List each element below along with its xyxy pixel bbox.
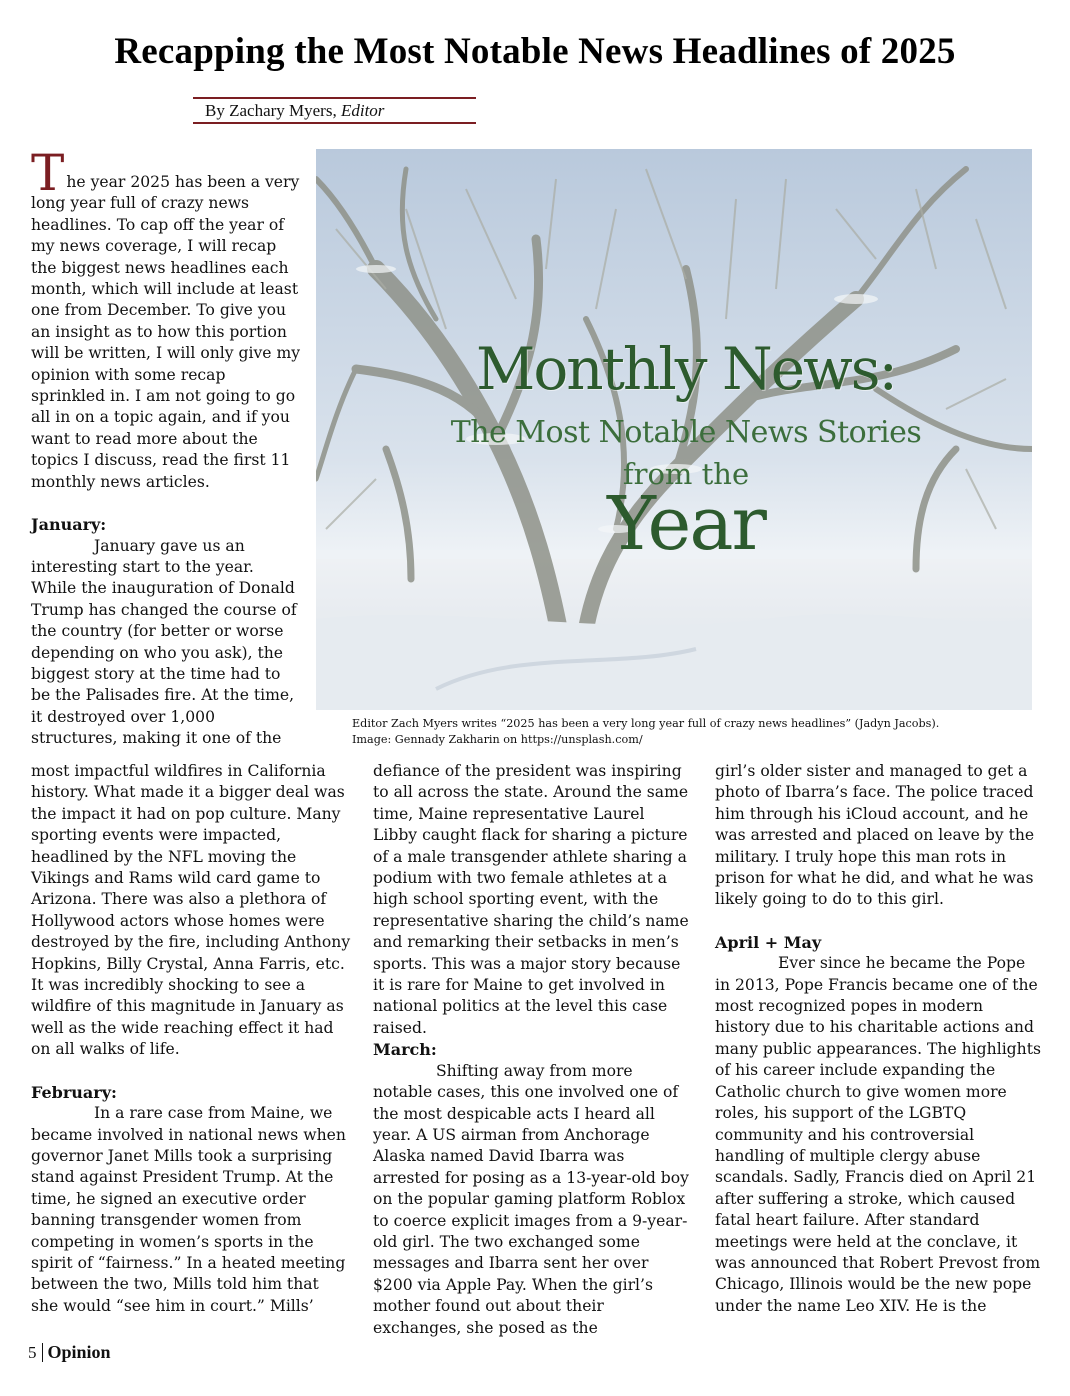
- intro-column: [31, 144, 301, 750]
- january-paragraph-1: January gave us an interesting start to the year. While the inauguration of Donald Trump has changed the course of the country (for better or worse depending on who you ask), the biggest story at the time had to be the Palisades fire. At the time, it destroyed over 1,000 structures, making it one of the: [31, 536, 297, 748]
- january-heading: January:: [31, 515, 107, 535]
- march-heading: March:: [373, 1040, 437, 1060]
- march-paragraph-2: girl’s older sister and managed to get a photo of Ibarra’s face. The police traced him through his iCloud account, and he was arrested and placed on leave by the military. I truly hope this man rots in prison for what he did, and what he was likely going to do to this girl.: [715, 762, 1035, 909]
- caption-line-2: Image: Gennady Zakharin on https://unsplash.com/: [352, 733, 643, 746]
- hero-title-line-2: The Most Notable News Stories: [450, 415, 922, 450]
- hero-title-line-1: Monthly News:: [475, 335, 897, 403]
- february-heading: February:: [31, 1082, 117, 1102]
- column-1: [31, 761, 351, 1317]
- caption-line-1: Editor Zach Myers writes “2025 has been a very long year full of crazy news headlines” (Jadyn Jacobs).: [352, 717, 940, 730]
- page-footer: [28, 1342, 111, 1363]
- column-3: [715, 761, 1041, 1317]
- hero-title-line-3: from the: [622, 457, 750, 491]
- january-paragraph-2: most impactful wildfires in California history. What made it a bigger deal was the impact it had on pop culture. Many sporting events were impacted, headlined by the NFL moving the Vikings and Rams wild card game to Arizona. There was also a plethora of Hollywood actors whose homes were destroyed by the fire, including Anthony Hopkins, Billy Crystal, Anna Farris, etc. It was incredibly shocking to see a wildfire of this magnitude in January as well as the wide reaching effect it had on all walks of life.: [31, 762, 351, 1059]
- byline-name: By Zachary Myers,: [205, 101, 337, 120]
- hero-title-line-4: Year: [607, 481, 765, 567]
- article-headline: Recapping the Most Notable News Headlines of 2025: [114, 31, 956, 72]
- intro-paragraph: The year 2025 has been a very long year full of crazy news headlines. To cap off the year of my news coverage, I will recap the biggest news headlines each month, which will include at least one from December. To give you an insight as to how this portion will be written, I will only give my opinion with some recap sprinkled in. I am not going to go all in on a topic again, and if you want to read more about the topics I discuss, read the first 11 monthly news articles.: [31, 144, 301, 491]
- byline: [193, 97, 476, 124]
- column-2: [373, 761, 691, 1339]
- february-paragraph-2: defiance of the president was inspiring to all across the state. Around the same time, Maine representative Laurel Libby caught flack for sharing a picture of a male transgender athlete sharing a podium with two female athletes at a high school sporting event, with the representative sharing the child’s name and remarking their setbacks in men’s sports. This was a major story because it is rare for Maine to get involved in national politics at the level this case raised.: [373, 762, 689, 1037]
- april-may-paragraph: Ever since he became the Pope in 2013, Pope Francis became one of the most recognized popes in modern history due to his charitable actions and many public appearances. The highlights of his career include expanding the Catholic church to give women more roles, his support of the LGBTQ community and his controversial handling of multiple clergy abuse scandals. Sadly, Francis died on April 21 after suffering a stroke, which caused fatal heart failure. After standard meetings were held at the conclave, it was announced that Robert Prevost from Chicago, Illinois would be the new pope under the name Leo XIV. He is the: [715, 954, 1041, 1315]
- byline-role: Editor: [340, 101, 385, 120]
- drop-cap: T: [31, 144, 65, 202]
- april-may-heading: April + May: [715, 932, 822, 952]
- page-number: 5: [28, 1343, 43, 1362]
- image-caption: [352, 716, 1052, 748]
- section-name: Opinion: [47, 1342, 111, 1362]
- february-paragraph-1: In a rare case from Maine, we became involved in national news when governor Janet Mills took a surprising stand against President Trump. At the time, he signed an executive order banning transgender women from competing in women’s sports in the spirit of “fairness.” In a heated meeting between the two, Mills told him that she would “see him in court.” Mills’: [31, 1104, 346, 1315]
- march-paragraph-1: Shifting away from more notable cases, this one involved one of the most despicable acts I heard all year. A US airman from Anchorage Alaska named David Ibarra was arrested for posing as a 13-year-old boy on the popular gaming platform Roblox to coerce explicit images from a 9-year-old girl. The two exchanged some messages and Ibarra sent her over $200 via Apple Pay. When the girl’s mother found out about their exchanges, she posed as the: [373, 1061, 689, 1337]
